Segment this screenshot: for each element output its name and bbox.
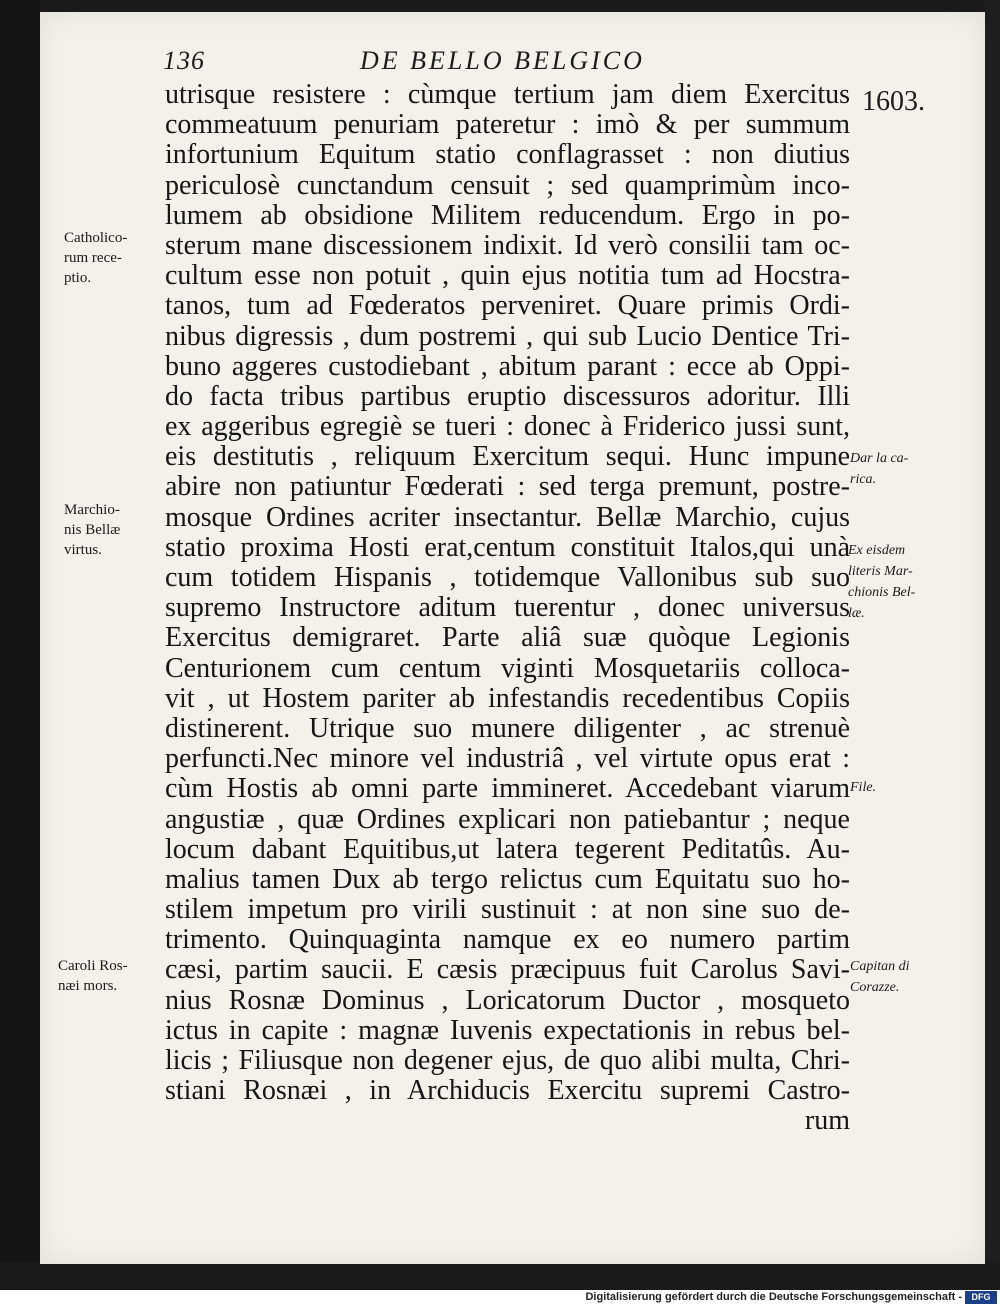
text-line: commeatuum penuriam pateretur : imò & per summum <box>165 109 850 141</box>
margin-note-line: chionis Bel- <box>848 585 916 600</box>
margin-note-marchionis <box>64 500 120 560</box>
text-line: distinerent. Utrique suo munere diligenter , ac strenuè <box>165 712 850 744</box>
margin-note-line: virtus. <box>64 542 102 558</box>
text-line: lumem ab obsidione Militem reducendum. Ergo in po- <box>165 199 850 231</box>
text-line: perfuncti.Nec minore vel industriâ , vel virtute opus erat : <box>165 743 850 775</box>
text-line: Exercitus demigraret. Parte aliâ suæ quòque Legionis <box>165 622 850 654</box>
margin-note-line: Corazze. <box>850 980 900 995</box>
margin-note-ex-eisdem <box>848 540 915 624</box>
scan-border-bottom <box>0 1262 1000 1290</box>
margin-note-file <box>850 777 876 798</box>
margin-note-dar-la-carica <box>850 448 908 490</box>
text-line: licis ; Filiusque non degener ejus, de quo alibi multa, Chri- <box>165 1045 850 1076</box>
text-line: cæsi, partim saucii. E cæsis præcipuus fuit Carolus Savi- <box>165 954 850 986</box>
margin-note-line: Catholico- <box>64 230 128 246</box>
margin-note-line: læ. <box>848 606 865 621</box>
text-line: stiani Rosnæi , in Archiducis Exercitu supremi Castro- <box>165 1075 850 1107</box>
text-line: do facta tribus partibus eruptio discessuros adoritur. Illi <box>165 380 850 412</box>
margin-note-capitan <box>850 956 910 998</box>
margin-note-caroli <box>58 956 128 996</box>
text-line: tanos, tum ad Fœderatos perveniret. Quare primis Ordi- <box>165 290 850 322</box>
text-line: mosque Ordines acriter insectantur. Bellæ Marchio, cujus <box>165 501 850 533</box>
text-line: rum <box>804 1105 850 1137</box>
text-line: cum totidem Hispanis , totidemque Vallonibus sub suo <box>165 562 850 593</box>
margin-note-line: rica. <box>850 472 877 487</box>
text-line: periculosè cunctandum censuit ; sed quamprimùm inco- <box>165 169 850 201</box>
text-line: ex aggeribus egregiè se tueri : donec à Friderico jussi sunt, <box>165 411 850 443</box>
margin-note-line: næi mors. <box>58 978 118 994</box>
body-text <box>165 80 850 1137</box>
text-line: abire non patiuntur Fœderati : sed terga premunt, postre- <box>165 471 850 503</box>
margin-note-line: Dar la ca- <box>850 451 909 466</box>
text-line: malius tamen Dux ab tergo relictus cum Equitatu suo ho- <box>165 863 850 895</box>
dfg-logo: DFG <box>965 1291 997 1304</box>
text-line: stilem impetum pro virili sustinuit : at non sine suo de- <box>165 894 850 926</box>
margin-note-line: Ex eisdem <box>848 543 906 558</box>
margin-note-line: Caroli Ros- <box>58 958 128 974</box>
margin-note-catholicorum <box>64 228 127 288</box>
margin-note-line: File. <box>850 780 877 795</box>
page-number: 136 <box>163 46 205 75</box>
text-line: ictus in capite : magnæ Iuvenis expectationis in rebus bel- <box>165 1014 850 1046</box>
text-line: trimento. Quinquaginta namque ex eo numero partim <box>165 924 850 956</box>
running-head <box>0 38 1000 78</box>
text-line: Centurionem cum centum viginti Mosquetariis colloca- <box>165 652 850 684</box>
footer-bar <box>0 1290 1000 1307</box>
text-line: buno aggeres custodiebant , abitum parant : ecce ab Oppi- <box>165 350 850 382</box>
text-line: nibus digressis , dum postremi , qui sub Lucio Dentice Tri- <box>165 320 850 352</box>
scan-border-left <box>0 0 40 1290</box>
margin-note-line: rum rece- <box>64 250 122 266</box>
book-title: DE BELLO BELGICO <box>360 46 645 75</box>
text-line: angustiæ , quæ Ordines explicari non patiebantur ; neque <box>165 803 850 835</box>
margin-note-line: nis Bellæ <box>64 522 121 538</box>
text-line: cùm Hostis ab omni parte immineret. Accedebant viarum <box>165 773 850 805</box>
text-line: eis destitutis , reliquum Exercitum sequi. Hunc impune <box>165 441 850 473</box>
margin-note-line: Capitan di <box>850 959 910 974</box>
text-line: cultum esse non potuit , quin ejus notitia tum ad Hocstra- <box>165 260 850 292</box>
year-marginal: 1603. <box>862 86 925 117</box>
text-line: infortunium Equitum statio conflagrasset : non diutius <box>165 139 850 171</box>
text-line: utrisque resistere : cùmque tertium jam diem Exercitus <box>165 79 850 110</box>
text-line: sterum mane discessionem indixit. Id verò consilii tam oc- <box>165 229 850 261</box>
funding-notice: Digitalisierung gefördert durch die Deutsche Forschungsgemeinschaft - <box>585 1291 962 1303</box>
margin-note-line: Marchio- <box>64 502 120 518</box>
text-line: locum dabant Equitibus,ut latera tegerent Peditatûs. Au- <box>165 833 850 865</box>
text-line: supremo Instructore aditum tuerentur , donec universus <box>165 592 850 624</box>
margin-note-line: literis Mar- <box>848 564 913 579</box>
text-line: nius Rosnæ Dominus , Loricatorum Ductor , mosqueto <box>165 984 850 1016</box>
scan-border-right <box>985 0 1000 1290</box>
text-line: vit , ut Hostem pariter ab infestandis recedentibus Copiis <box>165 682 850 714</box>
margin-note-line: ptio. <box>64 270 92 286</box>
text-line: statio proxima Hosti erat,centum constituit Italos,qui unà <box>165 531 850 563</box>
